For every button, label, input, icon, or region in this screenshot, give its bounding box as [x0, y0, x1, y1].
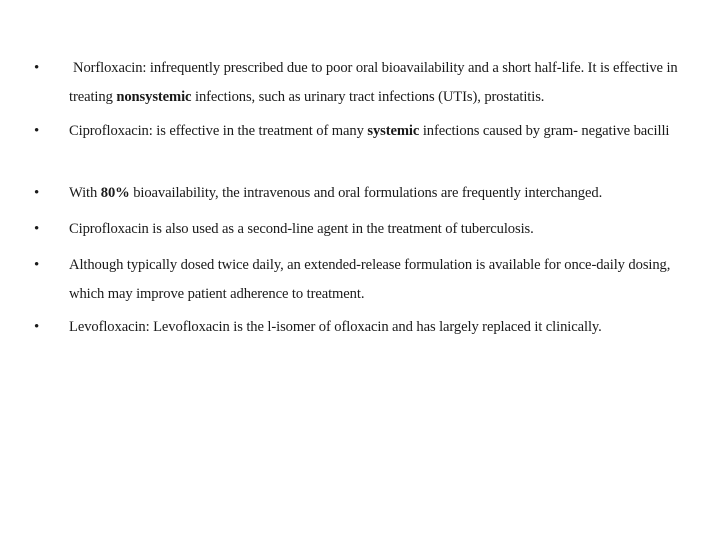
bullet-text	[69, 179, 699, 208]
bullet-text	[69, 313, 699, 342]
bullet-text	[69, 215, 699, 244]
text-run: infections caused by gram- negative bacilli	[419, 123, 670, 139]
bold-term: systemic	[367, 123, 420, 139]
bullet-text	[69, 251, 699, 309]
bullet-dot-icon: •	[34, 221, 40, 237]
text-run: infections, such as urinary tract infections (UTIs), prostatitis.	[191, 89, 545, 105]
bullet-dot-icon: •	[34, 60, 40, 76]
bullet-dot-icon: •	[34, 257, 40, 273]
bullet-text	[69, 117, 699, 146]
bullet-dot-icon: •	[34, 123, 40, 139]
text-run: Ciprofloxacin is also used as a second-line agent in the treatment of tuberculosis.	[69, 221, 534, 237]
bullet-dot-icon: •	[34, 319, 40, 335]
text-run: With	[69, 185, 101, 201]
text-run: Levofloxacin: Levofloxacin is the l-isomer of ofloxacin and has largely replaced it clinically.	[69, 319, 602, 335]
bold-term: 80%	[100, 185, 130, 201]
text-run: bioavailability, the intravenous and oral formulations are frequently interchanged.	[129, 185, 603, 201]
bullet-text	[69, 54, 699, 112]
text-run: Although typically dosed twice daily, an extended-release formulation is available for once-daily dosing, which may improve patient adherence to treatment.	[69, 257, 671, 302]
text-run: Norfloxacin: infrequently prescribed due to poor oral bioavailability and a short half-life. It is effective in treating	[69, 60, 678, 105]
text-run: Ciprofloxacin: is effective in the treatment of many	[69, 123, 368, 139]
bullet-dot-icon: •	[34, 185, 40, 201]
bold-term: nonsystemic	[116, 89, 192, 105]
